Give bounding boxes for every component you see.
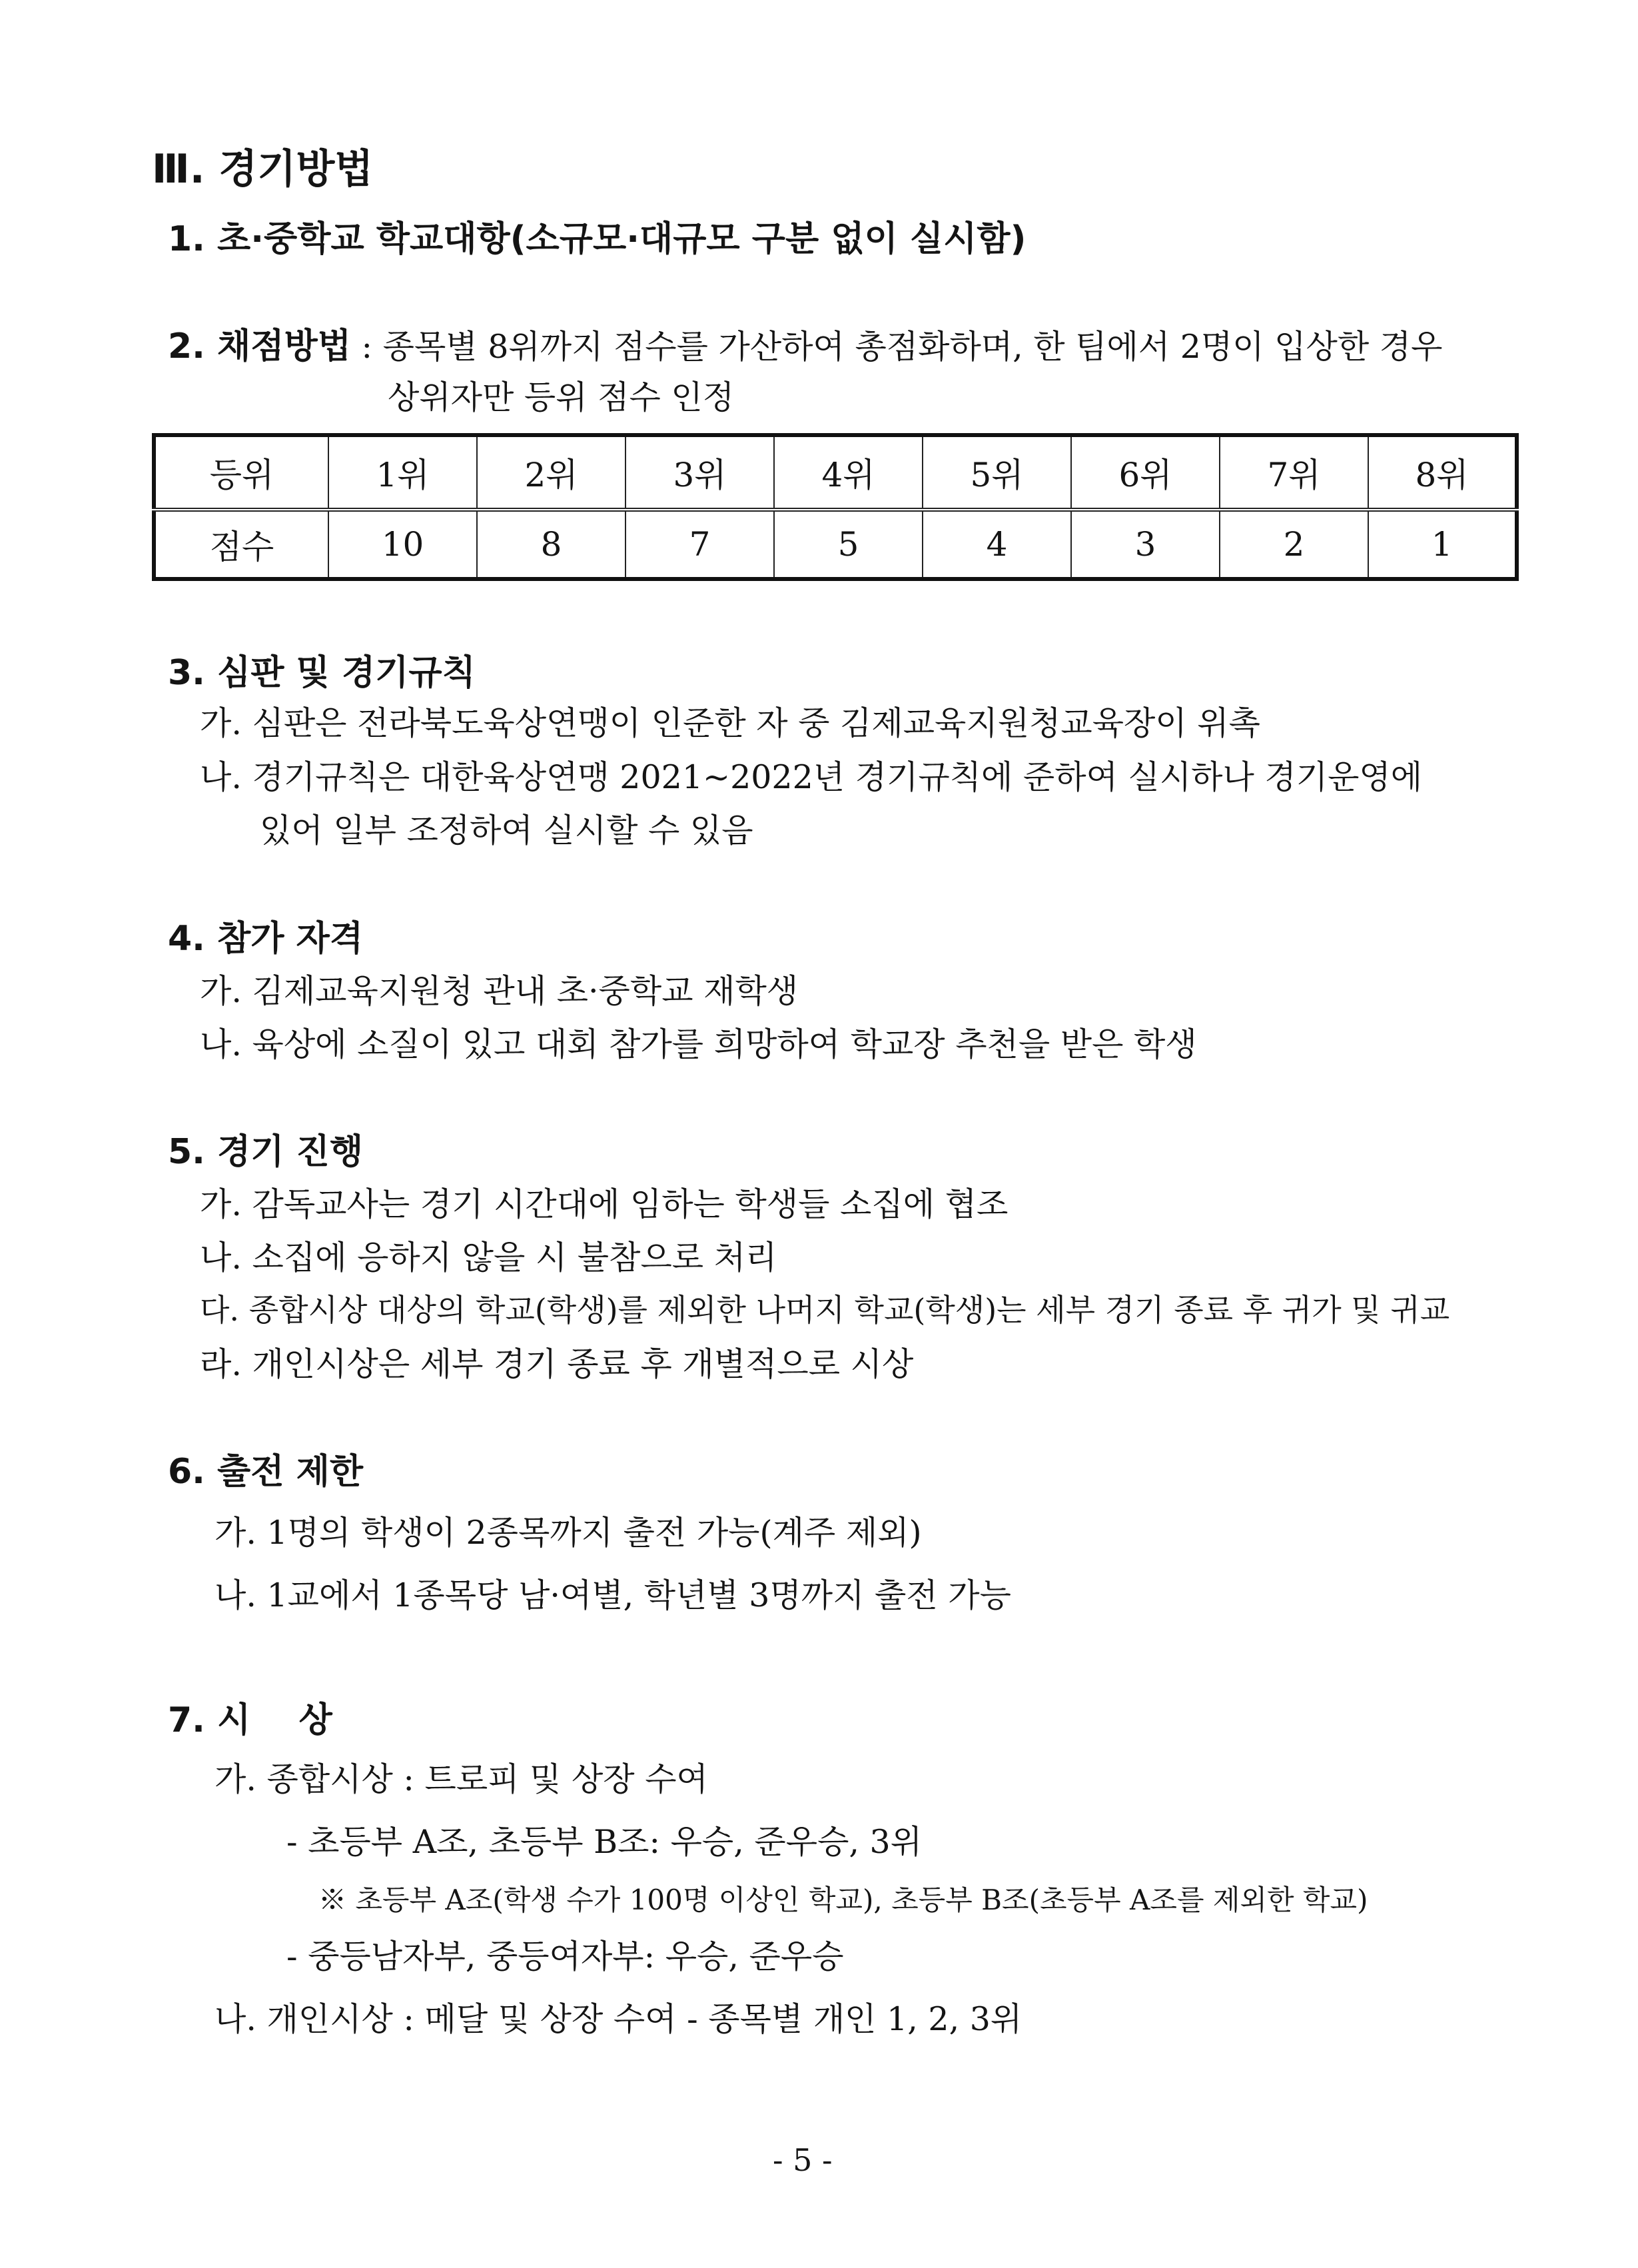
- rank-cell: 1위: [328, 435, 477, 510]
- section-5-item-d: 라. 개인시상은 세부 경기 종료 후 개별적으로 시상: [200, 1345, 914, 1383]
- chapter-title: Ⅲ. 경기방법: [152, 146, 374, 193]
- section-7-item-a-1: - 초등부 A조, 초등부 B조: 우승, 준우승, 3위: [286, 1823, 923, 1861]
- section-7-item-a: 가. 종합시상 : 트로피 및 상장 수여: [214, 1760, 708, 1798]
- section-4-item-b: 나. 육상에 소질이 있고 대회 참가를 희망하여 학교장 추천을 받은 학생: [200, 1025, 1197, 1063]
- score-cell: 4: [923, 510, 1071, 579]
- score-cell: 7: [625, 510, 774, 579]
- section-4-item-a: 가. 김제교육지원청 관내 초·중학교 재학생: [200, 972, 799, 1010]
- section-7-item-a-2: - 중등남자부, 중등여자부: 우승, 준우승: [286, 1938, 844, 1976]
- section-1-title: 1. 초·중학교 학교대항(소규모·대규모 구분 없이 실시함): [168, 219, 1026, 259]
- score-label: 점수: [154, 510, 328, 579]
- section-6-item-b: 나. 1교에서 1종목당 남·여별, 학년별 3명까지 출전 가능: [214, 1576, 1011, 1614]
- section-5-item-a: 가. 감독교사는 경기 시간대에 임하는 학생들 소집에 협조: [200, 1185, 1009, 1223]
- section-2-title: 2. 채점방법: [168, 326, 351, 366]
- section-6-title: 6. 출전 제한: [168, 1452, 364, 1492]
- section-5-item-c: 다. 종합시상 대상의 학교(학생)를 제외한 나머지 학교(학생)는 세부 경기 종료 후 귀가 및 귀교: [200, 1292, 1450, 1328]
- rank-cell: 5위: [923, 435, 1071, 510]
- rank-cell: 7위: [1220, 435, 1368, 510]
- section-2-line-2: 상위자만 등위 점수 인정: [388, 378, 735, 416]
- rank-cell: 6위: [1071, 435, 1220, 510]
- rank-cell: 2위: [477, 435, 625, 510]
- score-cell: 3: [1071, 510, 1220, 579]
- section-2-line-1: [168, 326, 1443, 366]
- section-3-title: 3. 심판 및 경기규칙: [168, 653, 476, 693]
- section-7-note: ※ 초등부 A조(학생 수가 100명 이상인 학교), 초등부 B조(초등부 A조를 제외한 학교): [318, 1884, 1368, 1916]
- score-cell: 5: [774, 510, 923, 579]
- rank-label: 등위: [154, 435, 328, 510]
- section-7-item-b: 나. 개인시상 : 메달 및 상장 수여 - 종목별 개인 1, 2, 3위: [214, 2000, 1023, 2038]
- section-3-item-b-line-2: 있어 일부 조정하여 실시할 수 있음: [260, 812, 753, 850]
- section-2-text: : 종목별 8위까지 점수를 가산하여 총점화하며, 한 팀에서 2명이 입상한 경우: [350, 328, 1443, 366]
- score-row: [154, 510, 1517, 579]
- section-7-title: 7. 시 상: [168, 1700, 332, 1740]
- score-cell: 1: [1368, 510, 1517, 579]
- page-number: - 5 -: [773, 2142, 833, 2178]
- section-3-item-b-line-1: 나. 경기규칙은 대한육상연맹 2021~2022년 경기규칙에 준하여 실시하나 경기운영에: [200, 758, 1423, 796]
- section-5-item-b: 나. 소집에 응하지 않을 시 불참으로 처리: [200, 1239, 777, 1277]
- rank-cell: 4위: [774, 435, 923, 510]
- section-4-title: 4. 참가 자격: [168, 919, 364, 959]
- rank-cell: 8위: [1368, 435, 1517, 510]
- rank-row: [154, 435, 1517, 510]
- section-5-title: 5. 경기 진행: [168, 1132, 364, 1172]
- score-cell: 2: [1220, 510, 1368, 579]
- score-cell: 8: [477, 510, 625, 579]
- score-cell: 10: [328, 510, 477, 579]
- section-3-item-a: 가. 심판은 전라북도육상연맹이 인준한 자 중 김제교육지원청교육장이 위촉: [200, 704, 1260, 742]
- section-6-item-a: 가. 1명의 학생이 2종목까지 출전 가능(계주 제외): [214, 1514, 922, 1552]
- score-table: [152, 433, 1519, 581]
- rank-cell: 3위: [625, 435, 774, 510]
